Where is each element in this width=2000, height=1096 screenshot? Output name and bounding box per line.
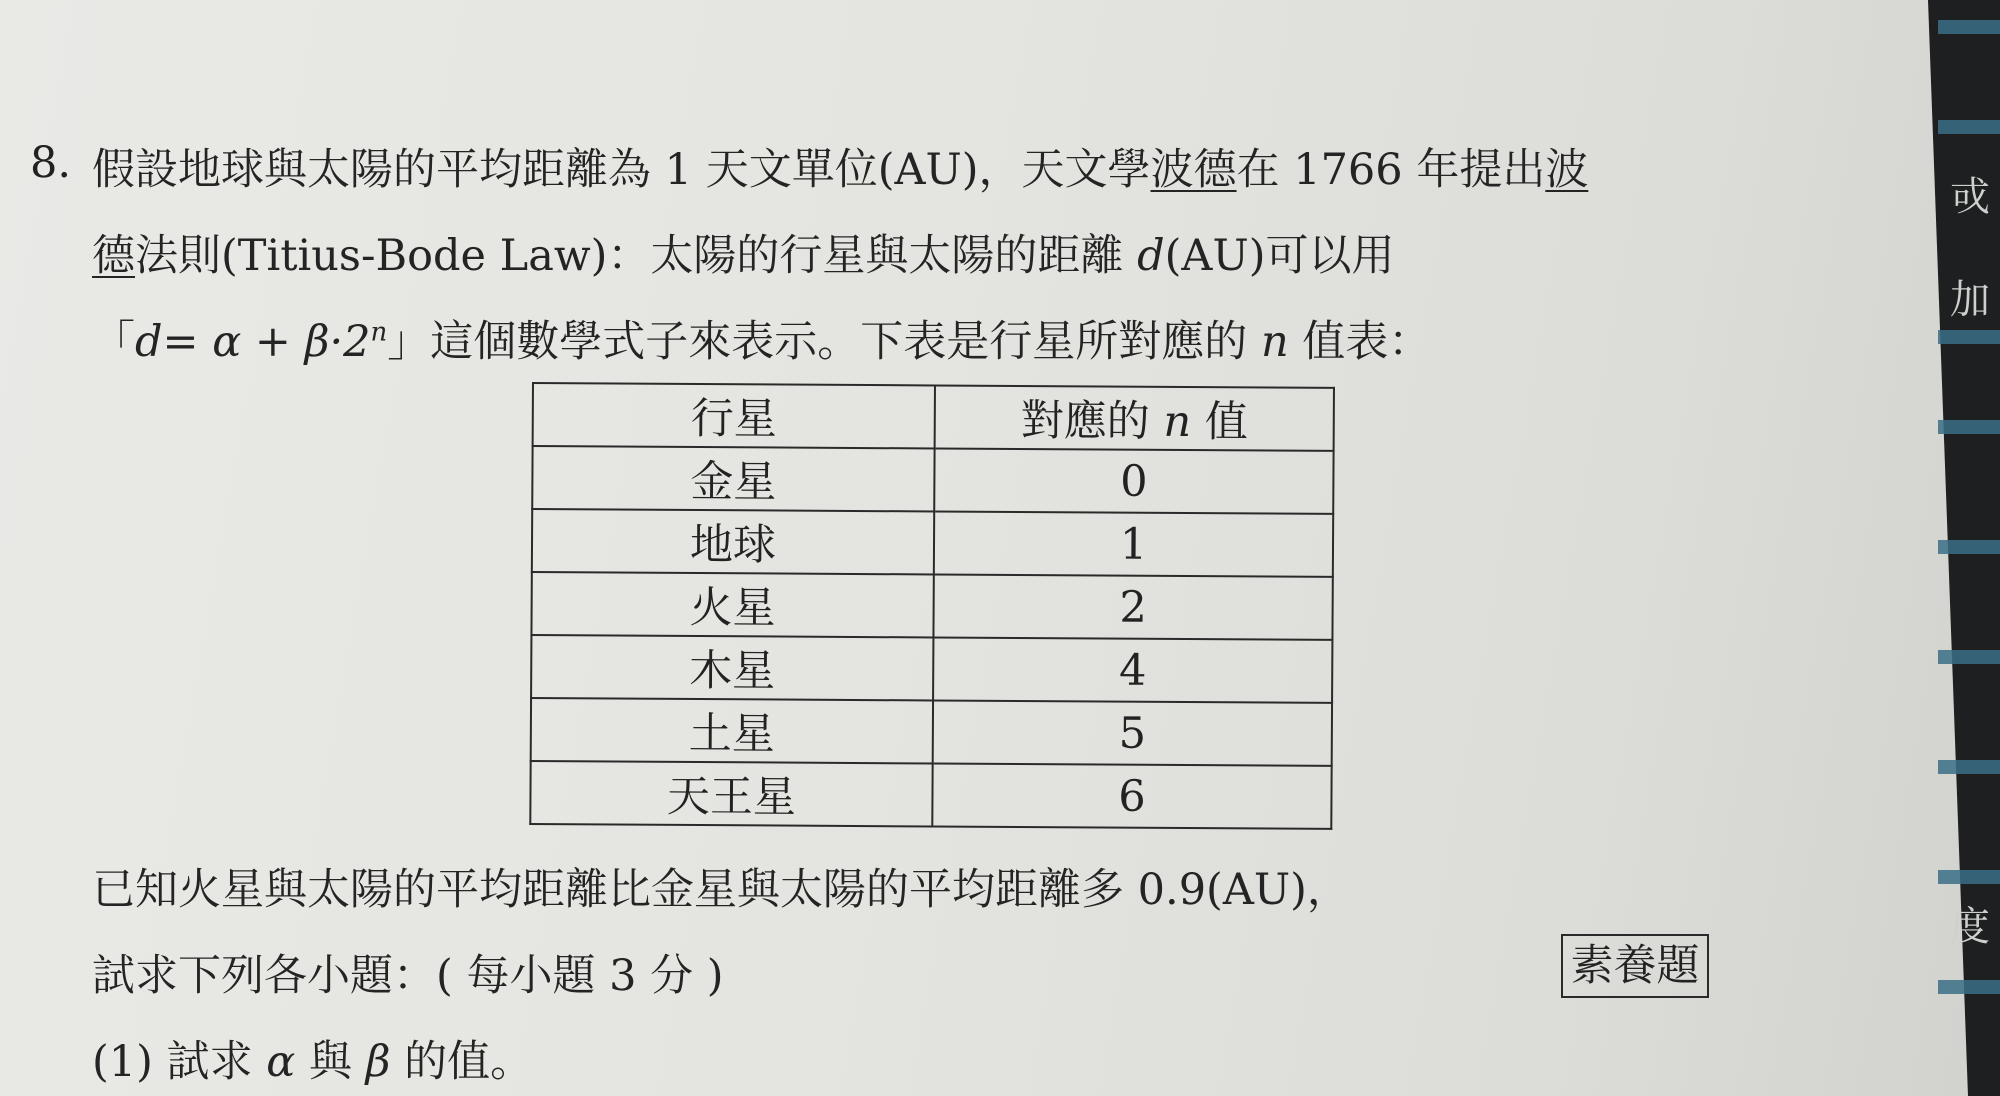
underlined-name: 波德 [1150, 145, 1237, 195]
underlined-name: 波 [1545, 145, 1589, 195]
planet-cell: 天王星 [530, 761, 932, 826]
question-line-5: 試求下列各小題：( 每小題 3 分 ) [92, 951, 724, 1001]
planet-cell: 金星 [532, 446, 934, 511]
planet-n-table [529, 382, 1335, 830]
table-row [531, 572, 1332, 640]
table-row [531, 635, 1332, 703]
text: 這個數學式子來表示。下表是行星所對應的 [430, 317, 1261, 367]
question-line-2 [92, 222, 1395, 283]
variable-d: d [1137, 231, 1165, 281]
n-cell: 6 [932, 763, 1331, 828]
table-row [532, 509, 1333, 577]
header-n [935, 385, 1334, 450]
n-cell: 5 [933, 700, 1332, 765]
n-cell: 1 [934, 511, 1333, 576]
n-cell: 2 [933, 574, 1332, 639]
question-line-1 [92, 136, 1588, 197]
text: 的值。 [390, 1037, 534, 1087]
page-stripe [1938, 650, 2000, 664]
table-row [532, 446, 1333, 514]
page-stripe [1938, 870, 2000, 884]
literacy-question-badge: 素養題 [1561, 934, 1709, 998]
table-row [531, 698, 1332, 766]
question-number: 8. [30, 138, 72, 188]
text: (1) 試求 [92, 1037, 267, 1087]
n-cell: 0 [934, 448, 1333, 513]
header-n-suffix: 值 [1190, 397, 1248, 448]
text: 假設地球與太陽的平均距離為 1 天文單位(AU)，天文學 [92, 145, 1151, 195]
page-stripe [1938, 120, 2000, 134]
n-cell: 4 [933, 637, 1332, 702]
planet-cell: 土星 [531, 698, 933, 763]
text: 法則(Titius-Bode Law)：太陽的行星與太陽的距離 [135, 231, 1138, 281]
bracket-close: 」 [387, 317, 431, 367]
formula-exponent: n [370, 317, 388, 348]
edge-text: 加 [1950, 277, 1990, 323]
edge-text: 戓 [1950, 174, 1990, 220]
question-line-4: 已知火星與太陽的平均距離比金星與太陽的平均距離多 0.9(AU)， [92, 865, 1350, 915]
planet-cell: 火星 [531, 572, 933, 637]
table-row [530, 761, 1331, 829]
header-n-var: n [1163, 396, 1192, 448]
variable-beta: β [365, 1037, 391, 1087]
bracket-open: 「 [92, 317, 135, 367]
planet-cell: 地球 [532, 509, 934, 574]
underlined-name: 德 [92, 231, 135, 281]
sub-question-1 [92, 1028, 533, 1089]
text: (AU)可以用 [1164, 231, 1395, 281]
page-stripe [1938, 330, 2000, 344]
variable-n: n [1260, 317, 1289, 367]
page-stripe [1938, 540, 2000, 554]
table-header-row [533, 383, 1334, 451]
page-stripe [1938, 980, 2000, 994]
page-stripe [1938, 20, 2000, 34]
variable-alpha: α [266, 1037, 296, 1087]
header-planet: 行星 [533, 383, 935, 448]
formula: d= α + β·2 [135, 317, 371, 367]
text: 在 1766 年提出 [1236, 145, 1546, 195]
header-n-prefix: 對應的 [1020, 395, 1164, 447]
page-stripe [1938, 420, 2000, 434]
text: 與 [295, 1037, 366, 1087]
page-stripe [1938, 760, 2000, 774]
text: 值表： [1288, 317, 1432, 367]
edge-text: 度 [1950, 904, 1990, 950]
question-line-3 [92, 308, 1431, 369]
planet-cell: 木星 [531, 635, 933, 700]
